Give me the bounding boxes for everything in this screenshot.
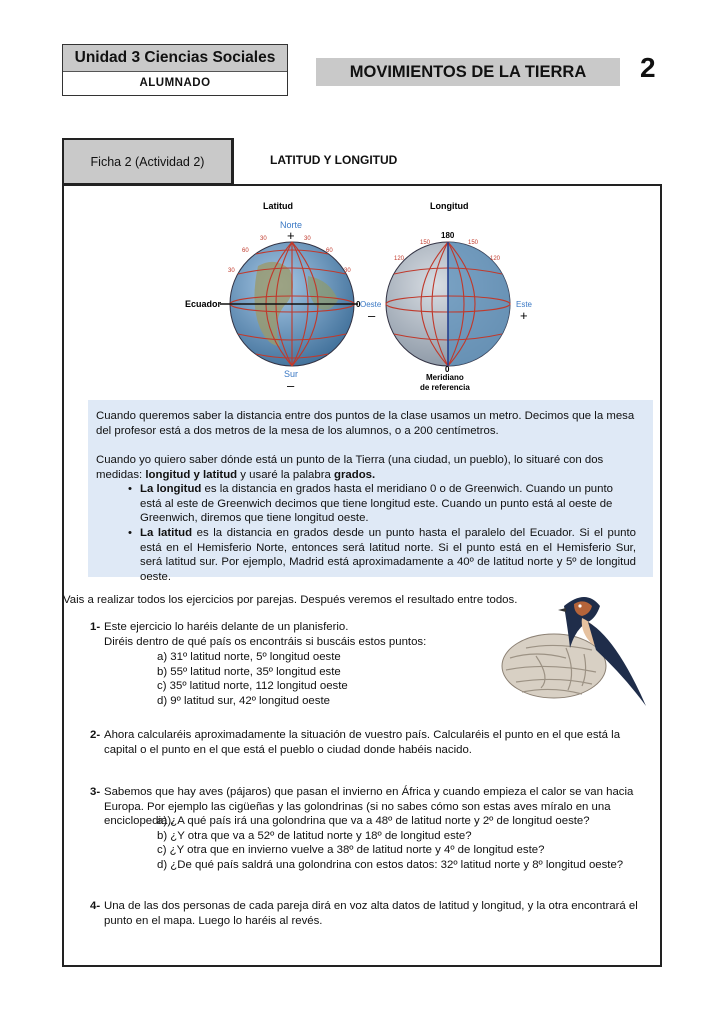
longitud-term: La longitud: [140, 483, 202, 495]
ex2-text: Ahora calcularéis aproximadamente la situación de vuestro país. Calcularéis el punto en el que está la capital o el punto en el que está el pueblo o ciudad donde habéis nacido.: [104, 729, 621, 756]
zero-meridian: 0: [445, 365, 450, 374]
ecuador-label: Ecuador: [185, 299, 222, 309]
info-paragraph-2: [96, 453, 636, 482]
referencia-label: de referencia: [420, 383, 470, 392]
ex1-line-2: Diréis dentro de qué país os encontráis si buscáis estos puntos:: [104, 636, 427, 648]
ex3-item-d: d) ¿De qué país saldrá una golondrina con estos datos: 32º latitud norte y 8º longitud oeste?: [157, 859, 624, 871]
bullet-dot: •: [128, 483, 132, 495]
ex3-item-a: a) ¿A qué país irá una golondrina que va a 48º de latitud norte y 2º de longitud oeste?: [157, 815, 590, 827]
topic-title: MOVIMIENTOS DE LA TIERRA: [316, 58, 620, 86]
intro-text: Vais a realizar todos los ejercicios por parejas. Después veremos el resultado entre todos.: [63, 594, 518, 606]
page-number: 2: [640, 52, 656, 83]
latitud-def: es la distancia en grados desde un punto hasta el paralelo del Ecuador. Si el punto está en el Hemisferio Norte, entonces será latitud norte. Si el punto está en el Hemisferio Sur, será latitud sur. Por ejemplo, Madrid está aproximadamente a 40º de latitud norte y 5º de longitud oeste.: [140, 527, 636, 583]
ex3-text: Sabemos que hay aves (pájaros) que pasan el invierno en África y cuando empieza el calor se van hacia Europa. Por ejemplo las cigüeñas y las golondrinas (si no sabes cómo son estas aves míralo en una enciclopedia).: [104, 786, 634, 827]
ex4-number: 4-: [90, 900, 101, 912]
svg-text:120: 120: [394, 256, 405, 262]
svg-text:30: 30: [260, 236, 267, 242]
ficha-topic: LATITUD Y LONGITUD: [270, 153, 398, 167]
ex1-line-1: Este ejercicio lo haréis delante de un planisferio.: [104, 621, 349, 633]
plus-east: +: [520, 308, 528, 323]
svg-text:150: 150: [468, 240, 479, 246]
sur-label: Sur: [284, 369, 299, 379]
ex1-item-a: a) 31º latitud norte, 5º longitud oeste: [157, 651, 341, 663]
unit-subtitle: ALUMNADO: [139, 77, 211, 89]
ex4-text: Una de las dos personas de cada pareja dirá en voz alta datos de latitud y longitud, y la otra encontrará el punto en el mapa. Luego lo haréis al revés.: [104, 900, 638, 927]
plus-north: +: [287, 228, 295, 243]
zero-label: 0: [356, 300, 361, 309]
p2-bold-b: grados.: [334, 468, 376, 481]
longitud-def: es la distancia en grados hasta el meridiano 0 o de Greenwich. Cuando un punto está al este de Greenwich decimos que tiene longitud este. Cuando un punto está al oeste de Greenwich, diremos que tiene longitud oeste.: [140, 483, 613, 524]
p2-text-b: y usaré la palabra: [237, 468, 335, 481]
svg-text:30: 30: [228, 268, 235, 274]
info-paragraph-1: Cuando queremos saber la distancia entre dos puntos de la clase usamos un metro. Decimos que la mesa del profesor está a dos metros de la mesa de los alumnos, o a 200 centímetros.: [96, 410, 635, 437]
este-label: Este: [516, 300, 533, 309]
bullet-longitud: [140, 482, 636, 526]
svg-text:60: 60: [326, 248, 333, 254]
unit-box: [62, 44, 288, 96]
unit-title: Unidad 3 Ciencias Sociales: [63, 45, 287, 72]
bullet-latitud: [140, 526, 636, 584]
ex1-number: 1-: [90, 621, 101, 633]
ex1-item-c: c) 35º latitud norte, 112 longitud oeste: [157, 680, 348, 692]
ex1-item-d: d) 9º latitud sur, 42º longitud oeste: [157, 695, 330, 707]
oeste-label: Oeste: [360, 300, 382, 309]
p2-text: Cuando yo quiero saber dónde está un punto de la Tierra (una ciudad, un pueblo), lo situaré con dos medidas:: [96, 454, 604, 481]
ex3-item-c: c) ¿Y otra que en invierno vuelve a 38º de latitud norte y 4º de longitud este?: [157, 844, 545, 856]
meridiano-label: Meridiano: [426, 373, 464, 382]
ex1-item-b: b) 55º latitud norte, 35º longitud este: [157, 666, 341, 678]
longitude-globe: [360, 201, 533, 392]
ex2-number: 2-: [90, 729, 101, 741]
longitud-title: Longitud: [430, 201, 469, 211]
minus-south: –: [287, 378, 295, 393]
norte-label: Norte: [280, 220, 303, 230]
svg-text:120: 120: [490, 256, 501, 262]
ex3-item-b: b) ¿Y otra que va a 52º de latitud norte y 18º de longitud este?: [157, 830, 472, 842]
latitud-title: Latitud: [263, 201, 293, 211]
ficha-label: Ficha 2 (Actividad 2): [62, 138, 234, 186]
p2-bold: longitud y latitud: [145, 468, 238, 481]
svg-text:150: 150: [420, 240, 431, 246]
svg-text:30: 30: [344, 268, 351, 274]
globes-figure: [180, 196, 560, 396]
ex3-number: 3-: [90, 786, 101, 798]
tick-180: 180: [441, 231, 455, 240]
latitude-globe: [185, 201, 361, 393]
swallow-illustration: [496, 588, 656, 708]
minus-west: –: [368, 308, 376, 323]
latitud-term: La latitud: [140, 527, 193, 539]
svg-text:60: 60: [242, 248, 249, 254]
svg-text:30: 30: [304, 236, 311, 242]
bullet-dot: •: [128, 527, 132, 539]
